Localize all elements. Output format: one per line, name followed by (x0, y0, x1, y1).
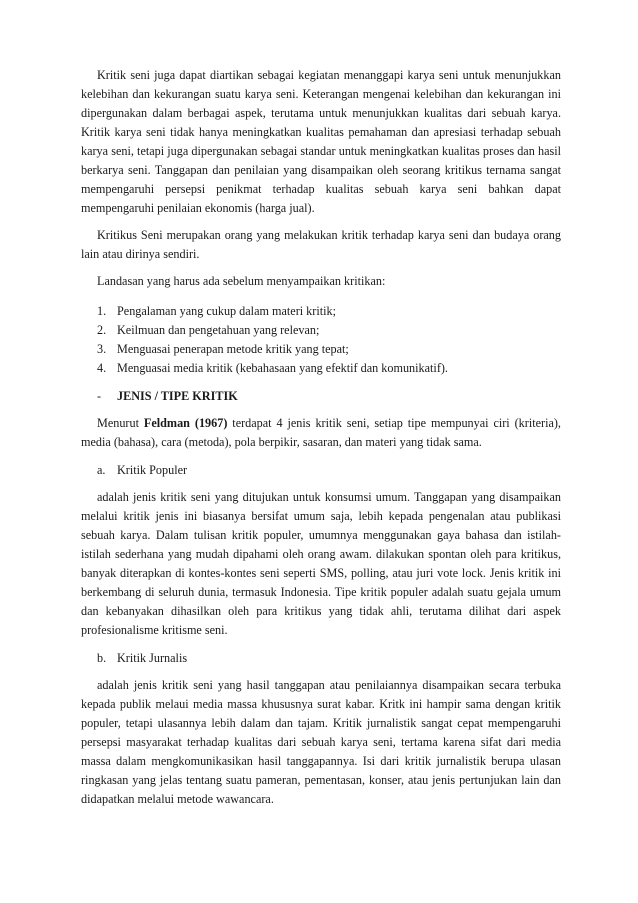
list-item (97, 359, 561, 378)
feldman-citation: Feldman (1967) (143, 416, 228, 430)
list-number: 1. (97, 304, 107, 318)
list-item (97, 340, 561, 359)
list-text: Menguasai media kritik (kebahasaan yang efektif dan komunikatif). (117, 361, 448, 375)
list-text: Pengalaman yang cukup dalam materi kritik; (117, 304, 336, 318)
feldman-paragraph (81, 414, 561, 452)
subheading-title: Kritik Populer (117, 463, 188, 477)
feldman-pre: Menurut (97, 416, 144, 430)
landasan-paragraph: Landasan yang harus ada sebelum menyampaikan kritikan: (97, 274, 386, 288)
kritikus-paragraph: Kritikus Seni merupakan orang yang melakukan kritik terhadap karya seni dan budaya orang lain atau dirinya sendiri. (81, 228, 561, 261)
subheading-kritik-jurnalis (81, 649, 561, 668)
landasan-list (81, 302, 561, 378)
kritik-jurnalis-paragraph: adalah jenis kritik seni yang hasil tanggapan atau penilaiannya disampaikan secara terbuka kepada publik melaui media massa khususnya surat kabar. Kritk ini hampir sama dengan kritik populer, tetapi ulasannya lebih dalam dan tajam. Kritik jurnalistik sangat cepat mempengaruhi persepsi masyarakat terhadap kualitas dari sebuah karya seni, tertama karena sifat dari media massa dalam mengkomunikasikan hasil tanggapannya. Isi dari kritik jurnalistik berupa ulasan ringkasan yang jelas tentang suatu pameran, pementasan, konser, atau jenis pertunjukan lain dan didapatkan melalui metode wawancara. (81, 678, 561, 806)
section-heading-row (81, 387, 561, 406)
list-number: 4. (97, 361, 107, 375)
subheading-letter: b. (97, 651, 107, 665)
list-text: Menguasai penerapan metode kritik yang tepat; (117, 342, 349, 356)
list-number: 3. (97, 342, 107, 356)
subheading-kritik-populer (81, 461, 561, 480)
kritik-populer-paragraph: adalah jenis kritik seni yang ditujukan untuk konsumsi umum. Tanggapan yang disampaikan melalui kritik jenis ini biasanya bersifat umum saja, lebih kepada pengenalan atau publikasi sebuah karya. Dalam tulisan kritik populer, umumnya menggunakan gaya bahasa dan istilah-istilah sederhana yang mudah dipahami oleh orang awam. dilakukan spontan oleh para kritikus, banyak diterapkan di kontes-kontes seni seperti SMS, polling, atau juri vote lock. Jenis kritik ini berkembang di seluruh dunia, termasuk Indonesia. Tipe kritik populer adalah suatu gejala umum dan kebanyakan dihasilkan oleh para kritikus yang tidak ahli, terutama dilihat dari aspek profesionalisme kritisme seni. (81, 490, 561, 637)
section-heading: JENIS / TIPE KRITIK (117, 389, 238, 403)
feldman-post: terdapat 4 jenis kritik seni, setiap tipe mempunyai ciri (kriteria), media (bahasa), cara (metoda), pola berpikir, sasaran, dan materi yang tidak sama. (81, 416, 561, 449)
subheading-title: Kritik Jurnalis (117, 651, 188, 665)
list-text: Keilmuan dan pengetahuan yang relevan; (117, 323, 320, 337)
subheading-letter: a. (97, 463, 106, 477)
intro-paragraph: Kritik seni juga dapat diartikan sebagai kegiatan menanggapi karya seni untuk menunjukkan kelebihan dan kekurangan suatu karya seni. Keterangan mengenai kelebihan dan kekurangan ini dipergunakan dalam berbagai aspek, terutama untuk menunjukkan kualitas dari sebuah karya. Kritik karya seni tidak hanya meningkatkan kualitas pemahaman dan apresiasi terhadap sebuah karya seni, tetapi juga dipergunakan sebagai standar untuk meningkatkan kualitas proses dan hasil berkarya seni. Tanggapan dan penilaian yang disampaikan oleh seorang kritikus ternama sangat mempengaruhi persepsi penikmat terhadap kualitas sebuah karya seni bahkan dapat mempengaruhi penilaian ekonomis (harga jual). (81, 68, 561, 215)
list-item (97, 302, 561, 321)
list-item (97, 321, 561, 340)
list-number: 2. (97, 323, 107, 337)
dash-bullet: - (97, 389, 102, 403)
